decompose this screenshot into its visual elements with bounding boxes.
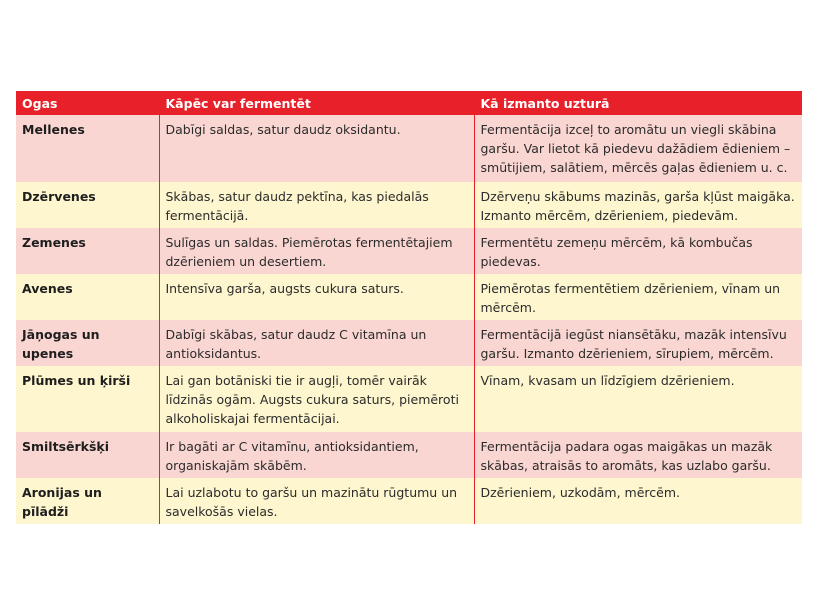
table-row [16,274,802,320]
table-row [16,228,802,274]
berry-name: Plūmes un ķirši [16,366,159,432]
why-ferment-cell: Dabīgi saldas, satur daudz oksidantu. [159,115,474,182]
why-ferment-cell: Lai uzlabotu to garšu un mazinātu rūgtumu un savelkošās vielas. [159,478,474,524]
why-ferment-cell: Skābas, satur daudz pektīna, kas piedalās fermentācijā. [159,182,474,228]
table-header-row [16,91,802,115]
header-berries: Ogas [16,91,159,115]
berry-name: Aronijas un pīlādži [16,478,159,524]
berry-name: Mellenes [16,115,159,182]
usage-cell: Dzērveņu skābums mazinās, garša kļūst maigāka. Izmanto mērcēm, dzērieniem, piedevām. [474,182,802,228]
berry-name: Avenes [16,274,159,320]
table-row [16,182,802,228]
why-ferment-cell: Ir bagāti ar C vitamīnu, antioksidantiem, organiskajām skābēm. [159,432,474,478]
why-ferment-cell: Intensīva garša, augsts cukura saturs. [159,274,474,320]
why-ferment-cell: Dabīgi skābas, satur daudz C vitamīna un antioksidantus. [159,320,474,366]
fermentation-table [16,91,802,524]
table-row [16,115,802,182]
usage-cell: Fermentācijā iegūst niansētāku, mazāk intensīvu garšu. Izmanto dzērieniem, sīrupiem, mērcēm. [474,320,802,366]
usage-cell: Dzērieniem, uzkodām, mērcēm. [474,478,802,524]
usage-cell: Fermentācija padara ogas maigākas un mazāk skābas, atraisās to aromāts, kas uzlabo garšu. [474,432,802,478]
table-row [16,320,802,366]
header-usage: Kā izmanto uzturā [474,91,802,115]
berry-name: Zemenes [16,228,159,274]
table-row [16,478,802,524]
usage-cell: Fermentācija izceļ to aromātu un viegli skābina garšu. Var lietot kā piedevu dažādiem ēdieniem – smūtijiem, salātiem, mērcēs gaļas ēdieniem u. c. [474,115,802,182]
why-ferment-cell: Sulīgas un saldas. Piemērotas fermentētajiem dzērieniem un desertiem. [159,228,474,274]
berry-name: Dzērvenes [16,182,159,228]
usage-cell: Piemērotas fermentētiem dzērieniem, vīnam un mērcēm. [474,274,802,320]
table-row [16,366,802,432]
header-why-ferment: Kāpēc var fermentēt [159,91,474,115]
why-ferment-cell: Lai gan botāniski tie ir augļi, tomēr vairāk līdzinās ogām. Augsts cukura saturs, piemēroti alkoholiskajai fermentācijai. [159,366,474,432]
usage-cell: Fermentētu zemeņu mērcēm, kā kombučas piedevas. [474,228,802,274]
berry-name: Smiltsērkšķi [16,432,159,478]
berry-name: Jāņogas un upenes [16,320,159,366]
table-row [16,432,802,478]
usage-cell: Vīnam, kvasam un līdzīgiem dzērieniem. [474,366,802,432]
